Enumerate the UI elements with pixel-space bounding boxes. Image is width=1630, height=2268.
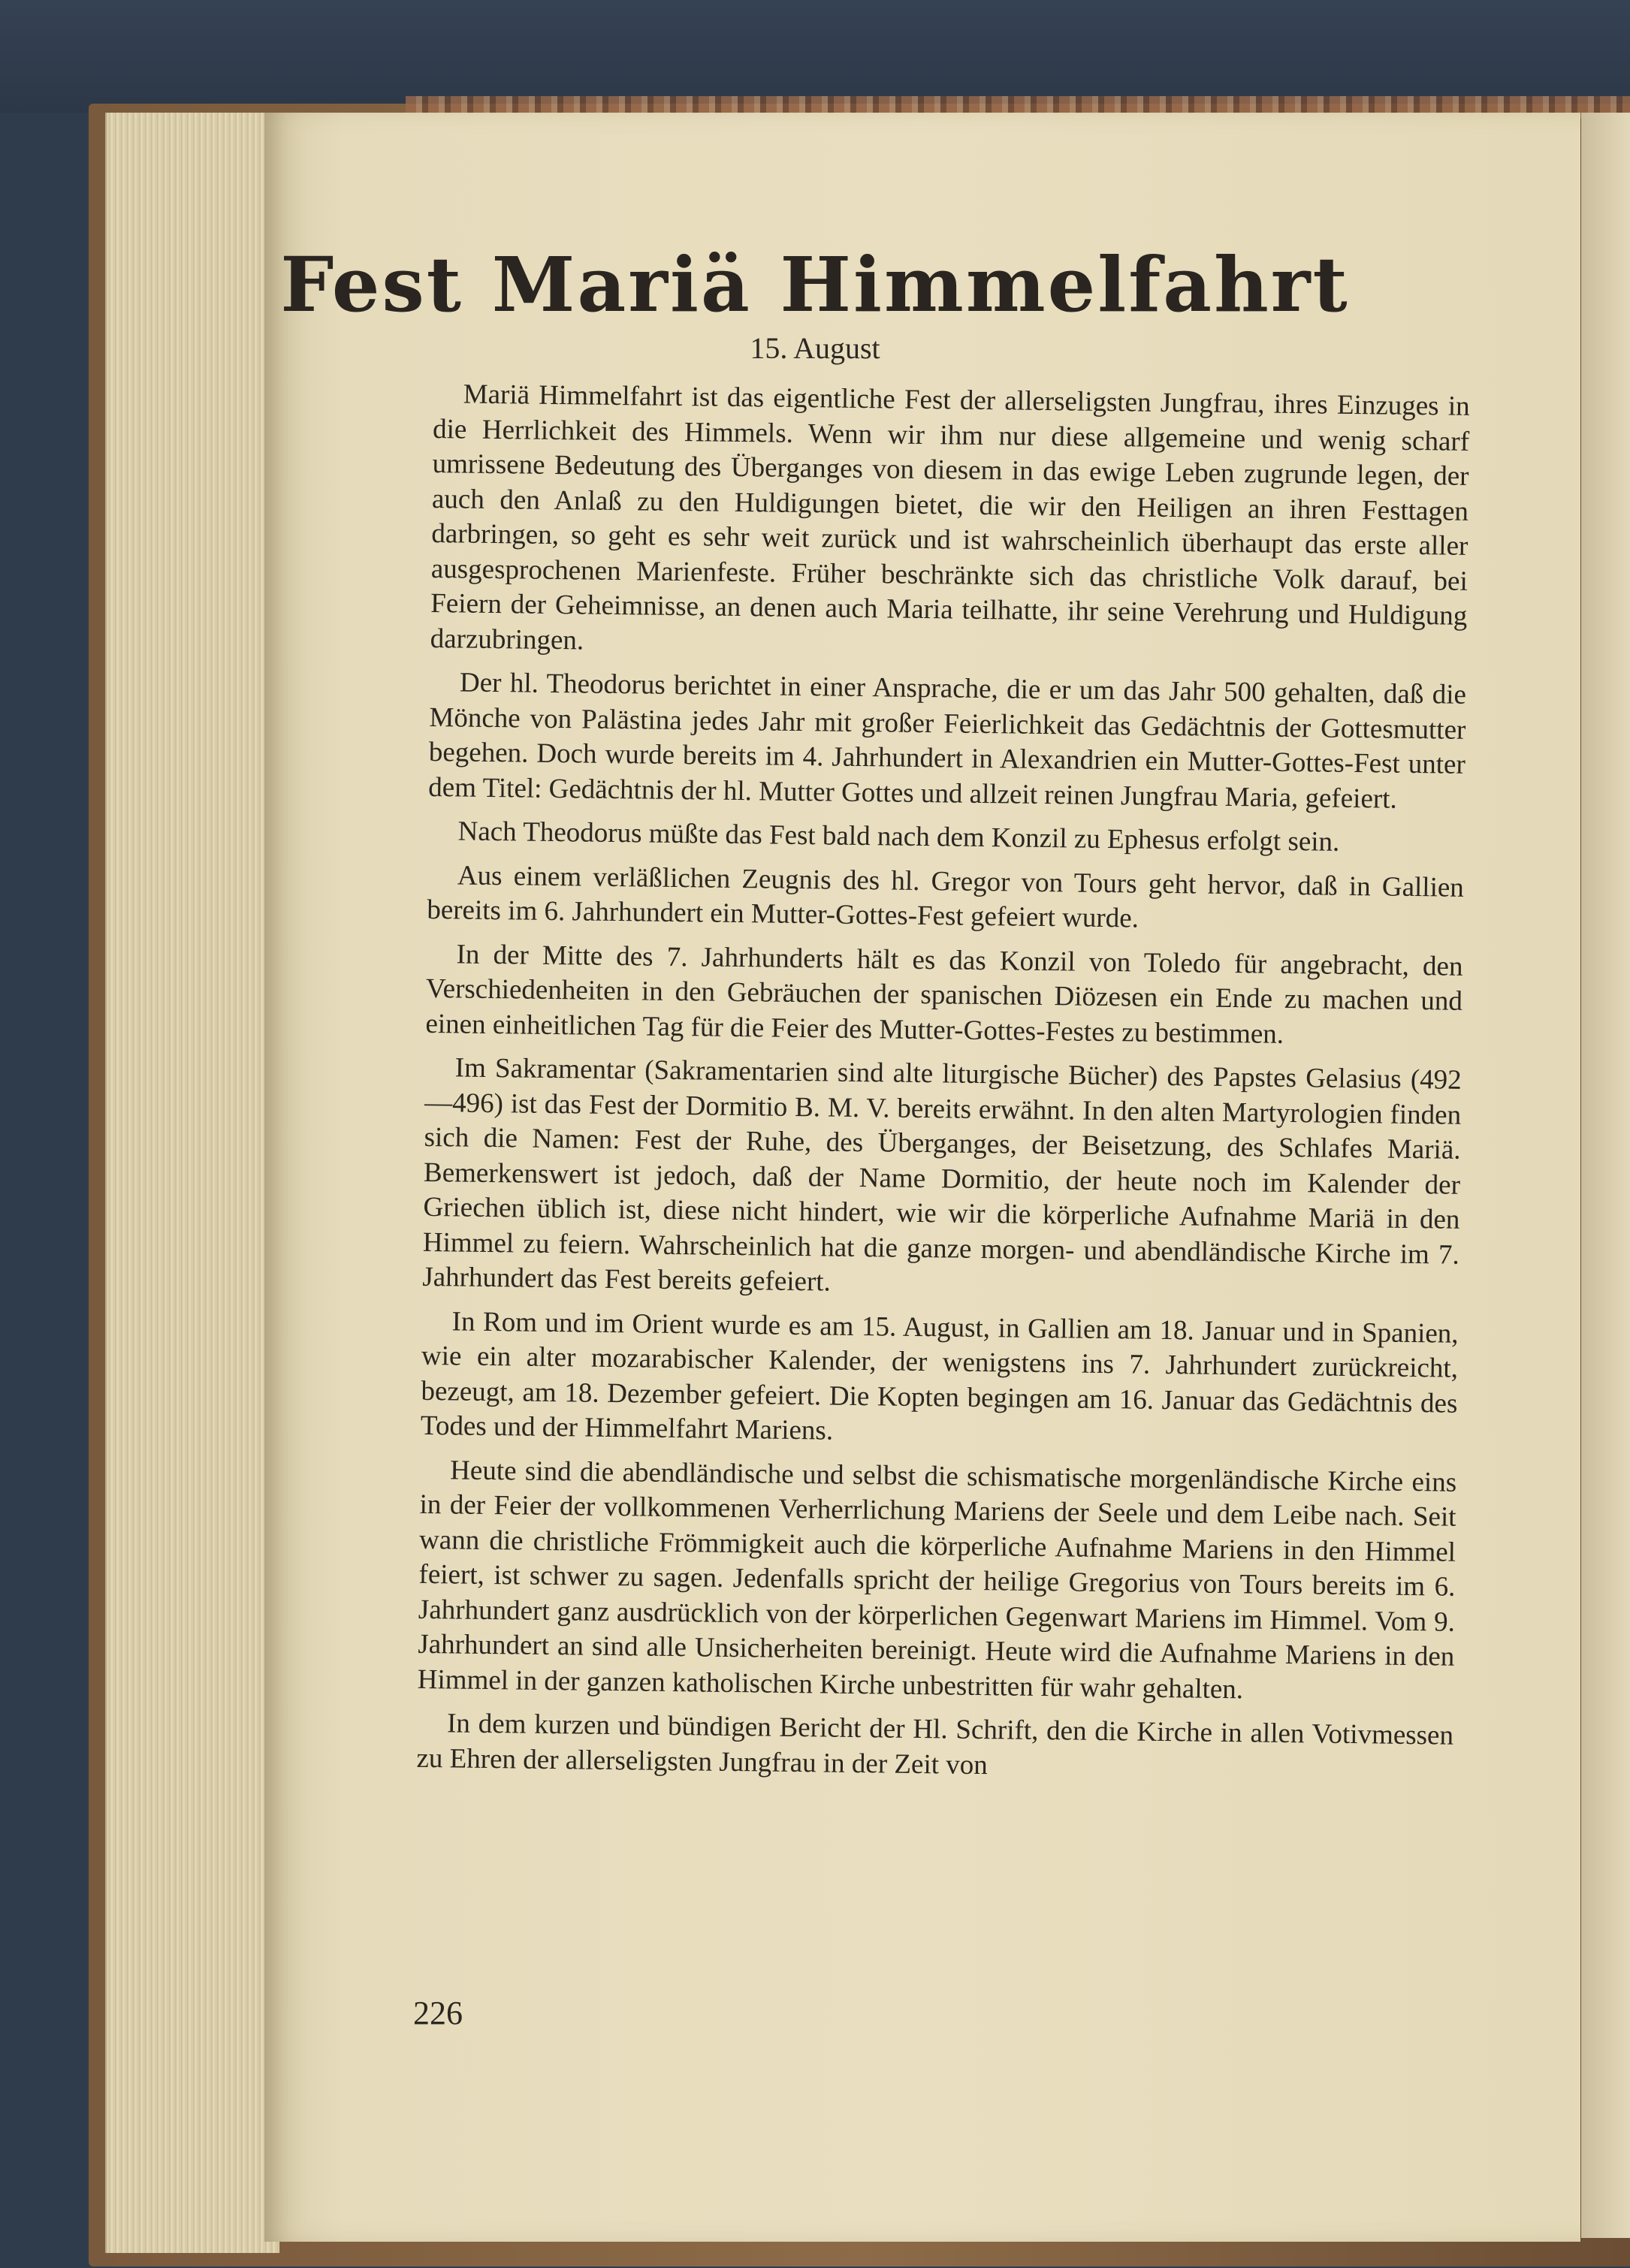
- body-text: [416, 377, 1470, 1798]
- page-title: Fest Mariä Himmelfahrt: [280, 240, 1350, 329]
- paragraph: In der Mitte des 7. Jahrhunderts hält es das Konzil von Toledo für angebracht, den Verschiedenheiten in den Gebräuchen der spanischen Diözesen ein Ende zu machen und einen einheitlichen Tag für die Feier des Mutter-Gottes-Festes zu bestimmen.: [425, 938, 1463, 1050]
- paragraph: Nach Theodorus müßte das Fest bald nach dem Konzil zu Ephesus erfolgt sein.: [457, 816, 1340, 858]
- paragraph: Mariä Himmelfahrt ist das eigentliche Fest der allerseligsten Jungfrau, ihres Einzuges in die Herrlichkeit des Himmels. Wenn wir ihm nur diese allgemeine und wenig scharf umrissene Bedeutung des Überganges von diesem in das ewige Leben zugrunde legen, der auch den Anlaß zu den Huldigungen bietet, die wir den Heiligen an ihren Festtagen darbringen, so geht es sehr weit zurück und ist wahrscheinlich überhaupt das erste aller ausgesprochenen Marienfeste. Früher beschränkte sich das christliche Volk darauf, bei Feiern der Geheimnisse, an denen auch Maria teilhatte, ihr seine Verehrung und Huldigung darzubringen.: [430, 379, 1470, 656]
- feast-date: 15. August: [750, 331, 880, 365]
- paragraph: Der hl. Theodorus berichtet in einer Ansprache, die er um das Jahr 500 gehalten, daß die Mönche von Palästina jedes Jahr mit großer Feierlichkeit das Gedächtnis der Gottesmutter begehen. Doch wurde bereits im 4. Jahrhundert in Alexandrien ein Mutter-Gottes-Fest unter dem Titel: Gedächtnis der hl. Mutter Gottes und allzeit reinen Jungfrau Maria, gefeiert.: [428, 667, 1467, 815]
- page-number: 226: [413, 1995, 463, 2031]
- paragraph: In Rom und im Orient wurde es am 15. August, in Gallien am 18. Januar und in Spanien, wie ein alter mozarabischer Kalender, der wenigstens ins 7. Jahrhundert zurückreicht, bezeugt, am 18. Dezember gefeiert. Die Kopten begingen am 16. Januar das Gedächtnis des Todes und der Himmelfahrt Mariens.: [420, 1305, 1459, 1446]
- paragraph: Aus einem verläßlichen Zeugnis des hl. Gregor von Tours geht hervor, daß in Gallien bereits im 6. Jahrhundert ein Mutter-Gottes-Fest gefeiert wurde.: [427, 859, 1465, 934]
- facing-page-edge: [1581, 113, 1630, 2238]
- paragraph: Heute sind die abendländische und selbst die schismatische morgenländische Kirche eins in der Feier der vollkommenen Verherrlichung Mariens der Seele und dem Leibe nach. Seit wann die christliche Frömmigkeit auch die körperliche Aufnahme Mariens in den Himmel feiert, ist schwer zu sagen. Jedenfalls spricht der heilige Gregorius von Tours bereits im 6. Jahrhundert ganz ausdrücklich von der körperlichen Gegenwart Mariens im Himmel. Vom 9. Jahrhundert an sind alle Unsicherheiten bereinigt. Heute wird die Aufnahme Mariens in den Himmel in der ganzen katholischen Kirche unbestritten für wahr gehalten.: [417, 1454, 1457, 1705]
- paragraph: In dem kurzen und bündigen Bericht der Hl. Schrift, den die Kirche in allen Votivmessen zu Ehren der allerseligsten Jungfrau in der Zeit von: [416, 1708, 1454, 1781]
- page-stack-edge: [105, 113, 279, 2253]
- paragraph: Im Sakramentar (Sakramentarien sind alte liturgische Bücher) des Papstes Gelasius (492—496) ist das Fest der Dormitio B. M. V. bereits erwähnt. In den alten Martyrologien finden sich die Namen: Fest der Ruhe, des Überganges, der Beisetzung, des Schlafes Mariä. Bemerkenswert ist jedoch, daß der Name Dormitio, der heute noch im Kalender der Griechen üblich ist, diese nicht hindert, wie wir die körperliche Aufnahme Mariä in den Himmel zu feiern. Wahrscheinlich hat die ganze morgen- und abendländische Kirche im 7. Jahrhundert das Fest bereits gefeiert.: [422, 1052, 1462, 1298]
